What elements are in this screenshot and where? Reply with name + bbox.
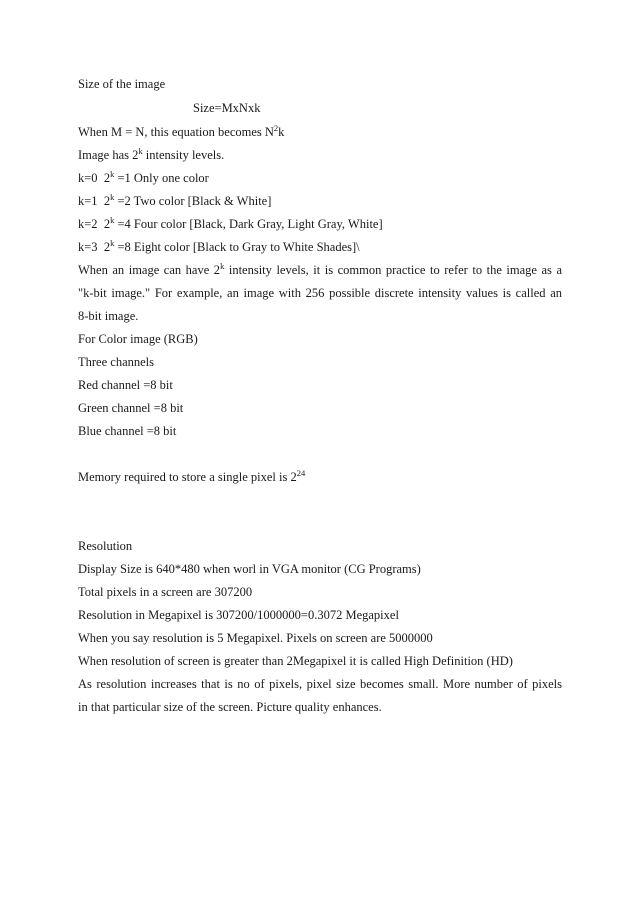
size-formula: Size=MxNxk xyxy=(193,101,261,115)
k-list-item: k=0 2$^k$ =1 Only one color xyxy=(78,169,209,185)
display-size-line: Display Size is 640*480 when worl in VGA monitor (CG Programs) xyxy=(78,562,421,576)
k-list-item: k=2 2$^k$ =4 Four color [Black, Dark Gray, Light Gray, White] xyxy=(78,215,383,231)
size-heading: Size of the image xyxy=(78,77,166,91)
red-channel-line: Red channel =8 bit xyxy=(78,378,173,392)
blue-channel-line: Blue channel =8 bit xyxy=(78,424,177,438)
k-list-item: k=1 2$^k$ =2 Two color [Black & White] xyxy=(78,192,272,208)
megapixel-line: Resolution in Megapixel is 307200/1000000=0.3072 Megapixel xyxy=(78,608,399,622)
resolution-increase-line: in that particular size of the screen. Picture quality enhances. xyxy=(78,700,382,714)
memory-line: Memory required to store a single pixel is $2^{24}$ xyxy=(78,468,306,484)
intensity-levels-line: Image has 2$^k$ intensity levels. xyxy=(78,146,225,162)
resolution-increase-line: As resolution increases that is no of pixels, pixel size becomes small. More number of pixels xyxy=(78,677,562,691)
k-list-item: k=3 2$^k$ =8 Eight color [Black to Gray to White Shades]\ xyxy=(78,238,360,254)
five-megapixel-line: When you say resolution is 5 Megapixel. Pixels on screen are 5000000 xyxy=(78,631,433,645)
color-image-heading: For Color image (RGB) xyxy=(78,332,198,346)
high-definition-line: When resolution of screen is greater than 2Megapixel it is called High Definition (HD) xyxy=(78,654,513,668)
kbit-paragraph-line: When an image can have 2$^k$ intensity levels, it is common practice to refer to the image as a xyxy=(78,261,562,277)
total-pixels-line: Total pixels in a screen are 307200 xyxy=(78,585,253,599)
kbit-paragraph-line: 8-bit image. xyxy=(78,309,139,323)
kbit-paragraph-line: "k-bit image." For example, an image with 256 possible discrete intensity values is called an xyxy=(78,286,562,300)
resolution-heading: Resolution xyxy=(78,539,133,553)
equation-square-line: When M = N, this equation becomes $N^2k$ xyxy=(78,123,285,139)
channels-line: Three channels xyxy=(78,355,155,369)
green-channel-line: Green channel =8 bit xyxy=(78,401,184,415)
